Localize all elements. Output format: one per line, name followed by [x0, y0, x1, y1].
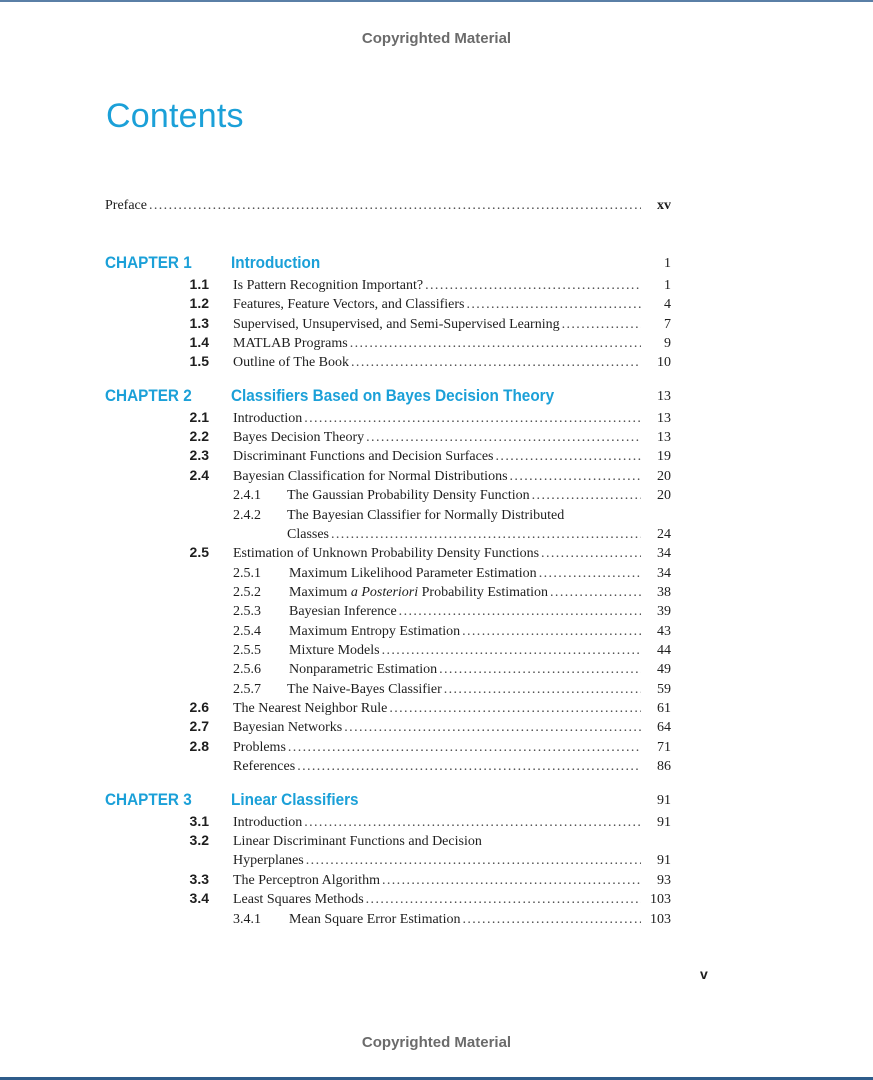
entry-title: MATLAB Programs [233, 336, 348, 351]
subsection-number: 2.5.6 [233, 662, 261, 677]
chapter-page: 13 [657, 389, 671, 404]
entry-title-line1: Linear Discriminant Functions and Decision [233, 834, 482, 849]
page-title: Contents [106, 97, 244, 135]
toc-subsection-2-5-4[interactable] [0, 621, 873, 640]
toc-subsection-2-4-1[interactable] [0, 485, 873, 504]
entry-title-italic: a Posteriori [350, 585, 419, 600]
entry-title: Introduction [233, 815, 303, 830]
entry-title-pre: Maximum [289, 585, 351, 600]
entry-page: 49 [657, 662, 671, 677]
entry-page: 103 [650, 912, 671, 927]
toc-section-3-2[interactable] [0, 831, 873, 850]
entry-page: 10 [657, 355, 671, 370]
toc-section-2-8[interactable] [0, 737, 873, 756]
subsection-number: 2.5.7 [233, 682, 261, 697]
entry-title-line2: Hyperplanes [233, 853, 304, 868]
entry-title: The Gaussian Probability Density Function [287, 488, 530, 503]
entry-page: 20 [657, 488, 671, 503]
subsection-number: 2.5.4 [233, 624, 261, 639]
section-number: 2.2 [189, 428, 209, 444]
toc-subsection-2-5-3[interactable] [0, 601, 873, 620]
footer-copyright: Copyrighted Material [361, 1034, 512, 1051]
entry-page: 9 [664, 336, 671, 351]
entry-title: Maximum Likelihood Parameter Estimation [289, 566, 537, 581]
entry-title: Estimation of Unknown Probability Density Functions [233, 546, 540, 561]
section-number: 3.3 [189, 871, 209, 887]
dot-leader [149, 197, 641, 214]
section-number: 2.8 [189, 738, 209, 754]
entry-title: Introduction [233, 411, 303, 426]
dot-leader [541, 545, 641, 562]
entry-page: 13 [657, 430, 671, 445]
dot-leader [382, 872, 641, 889]
dot-leader [425, 277, 641, 294]
toc-subsection-2-4-2[interactable] [0, 505, 873, 524]
entry-page: 93 [657, 873, 671, 888]
toc-section-3-4[interactable] [0, 889, 873, 908]
entry-page: 13 [657, 411, 671, 426]
entry-page: 91 [657, 815, 671, 830]
dot-leader [439, 661, 641, 678]
entry-page: 43 [657, 624, 671, 639]
toc-references-ch2[interactable] [0, 756, 873, 775]
section-number: 2.3 [189, 447, 209, 463]
entry-title: Bayesian Inference [289, 604, 397, 619]
section-number: 2.6 [189, 699, 209, 715]
dot-leader [462, 911, 641, 928]
dot-leader [444, 681, 641, 698]
entry-title: Maximum Entropy Estimation [289, 624, 461, 639]
toc-chapter-2[interactable] [0, 386, 873, 405]
dot-leader [466, 296, 641, 313]
subsection-number: 2.5.1 [233, 566, 261, 581]
entry-page: 24 [657, 527, 671, 542]
section-number: 2.5 [189, 544, 209, 560]
chapter-label: CHAPTER 2 [105, 386, 192, 405]
dot-leader [496, 448, 641, 465]
subsection-number: 2.4.1 [233, 488, 261, 503]
entry-title: The Nearest Neighbor Rule [233, 701, 388, 716]
entry-page: 39 [657, 604, 671, 619]
entry-page: 103 [650, 892, 671, 907]
entry-page: 71 [657, 740, 671, 755]
section-number: 1.1 [189, 276, 209, 292]
entry-title: Bayesian Classification for Normal Distributions [233, 469, 508, 484]
entry-page: 91 [657, 853, 671, 868]
entry-title: Mixture Models [289, 643, 380, 658]
toc-entry-preface[interactable] [0, 195, 873, 214]
toc-section-2-7[interactable] [0, 717, 873, 736]
chapter-label: CHAPTER 1 [105, 253, 192, 272]
toc-subsection-2-5-6[interactable] [0, 659, 873, 678]
dot-leader [366, 891, 641, 908]
toc-section-2-6[interactable] [0, 698, 873, 717]
toc-section-1-2[interactable] [0, 294, 873, 313]
toc-section-1-5[interactable] [0, 352, 873, 371]
section-number: 1.4 [189, 334, 209, 350]
dot-leader [350, 335, 641, 352]
subsection-number: 2.5.2 [233, 585, 261, 600]
chapter-title: Linear Classifiers [231, 790, 359, 809]
dot-leader [532, 487, 641, 504]
chapter-title: Introduction [231, 253, 321, 272]
toc-section-1-4[interactable] [0, 333, 873, 352]
entry-title: Preface [105, 198, 147, 213]
entry-title: Mean Square Error Estimation [289, 912, 461, 927]
entry-title: Least Squares Methods [233, 892, 364, 907]
dot-leader [297, 758, 641, 775]
entry-page: 34 [657, 546, 671, 561]
subsection-number: 2.4.2 [233, 508, 261, 523]
entry-title: The Naive-Bayes Classifier [287, 682, 442, 697]
entry-page: 61 [657, 701, 671, 716]
subsection-number: 2.5.5 [233, 643, 261, 658]
entry-title: The Perceptron Algorithm [233, 873, 380, 888]
chapter-page: 1 [664, 256, 671, 271]
chapter-page: 91 [657, 793, 671, 808]
entry-page: 64 [657, 720, 671, 735]
entry-page: 44 [657, 643, 671, 658]
dot-leader [351, 354, 641, 371]
toc-chapter-1[interactable] [0, 253, 873, 272]
page-number: v [700, 966, 708, 982]
entry-page: 38 [657, 585, 671, 600]
section-number: 1.5 [189, 353, 209, 369]
toc-section-1-1[interactable] [0, 275, 873, 294]
dot-leader [304, 814, 641, 831]
dot-leader [288, 739, 641, 756]
dot-leader [331, 526, 641, 543]
toc-section-3-1[interactable] [0, 812, 873, 831]
toc-subsection-2-5-5[interactable] [0, 640, 873, 659]
entry-page: 34 [657, 566, 671, 581]
entry-title: References [233, 759, 296, 774]
toc-subsection-2-5-2[interactable] [0, 582, 873, 601]
toc-section-1-3[interactable] [0, 314, 873, 333]
entry-page: 86 [657, 759, 671, 774]
toc-section-2-1[interactable] [0, 408, 873, 427]
section-number: 2.4 [189, 467, 209, 483]
top-border [0, 0, 873, 2]
entry-page: xv [657, 198, 671, 213]
subsection-number: 3.4.1 [233, 912, 261, 927]
dot-leader [389, 700, 641, 717]
toc-section-2-4[interactable] [0, 466, 873, 485]
entry-page: 1 [664, 278, 671, 293]
chapter-title: Classifiers Based on Bayes Decision Theory [231, 386, 555, 405]
entry-title-line1: The Bayesian Classifier for Normally Distributed [287, 508, 565, 523]
dot-leader [304, 410, 641, 427]
section-number: 1.2 [189, 295, 209, 311]
dot-leader [562, 316, 641, 333]
section-number: 2.1 [189, 409, 209, 425]
entry-page: 20 [657, 469, 671, 484]
section-number: 2.7 [189, 718, 209, 734]
dot-leader [510, 468, 641, 485]
dot-leader [306, 852, 641, 869]
toc-section-2-5[interactable] [0, 543, 873, 562]
dot-leader [550, 584, 641, 601]
entry-page: 7 [664, 317, 671, 332]
entry-title: Outline of The Book [233, 355, 350, 370]
toc-subsection-2-5-7[interactable] [0, 679, 873, 698]
toc-section-3-3[interactable] [0, 870, 873, 889]
toc-section-3-2-cont[interactable] [0, 850, 873, 869]
entry-title-line2: Classes [287, 527, 329, 542]
chapter-label: CHAPTER 3 [105, 790, 192, 809]
section-number: 1.3 [189, 315, 209, 331]
subsection-number: 2.5.3 [233, 604, 261, 619]
section-number: 3.1 [189, 813, 209, 829]
header-copyright: Copyrighted Material [361, 30, 512, 47]
entry-title: Bayesian Networks [233, 720, 343, 735]
entry-page: 19 [657, 449, 671, 464]
entry-title: Features, Feature Vectors, and Classifiers [233, 297, 465, 312]
toc-subsection-3-4-1[interactable] [0, 909, 873, 928]
dot-leader [344, 719, 641, 736]
entry-title: Nonparametric Estimation [289, 662, 438, 677]
section-number: 3.4 [189, 890, 209, 906]
dot-leader [382, 642, 641, 659]
toc-chapter-3[interactable] [0, 790, 873, 809]
dot-leader [539, 565, 641, 582]
entry-title: Bayes Decision Theory [233, 430, 365, 445]
dot-leader [399, 603, 641, 620]
entry-title: Is Pattern Recognition Important? [233, 278, 424, 293]
entry-page: 4 [664, 297, 671, 312]
toc-section-2-3[interactable] [0, 446, 873, 465]
toc-subsection-2-5-1[interactable] [0, 563, 873, 582]
entry-title: Discriminant Functions and Decision Surfaces [233, 449, 494, 464]
toc-subsection-2-4-2-cont[interactable] [0, 524, 873, 543]
toc-section-2-2[interactable] [0, 427, 873, 446]
dot-leader [366, 429, 641, 446]
entry-title-post: Probability Estimation [418, 585, 549, 600]
entry-page: 59 [657, 682, 671, 697]
entry-title: Problems [233, 740, 286, 755]
dot-leader [462, 623, 641, 640]
section-number: 3.2 [189, 832, 209, 848]
entry-title: Supervised, Unsupervised, and Semi-Supervised Learning [233, 317, 560, 332]
